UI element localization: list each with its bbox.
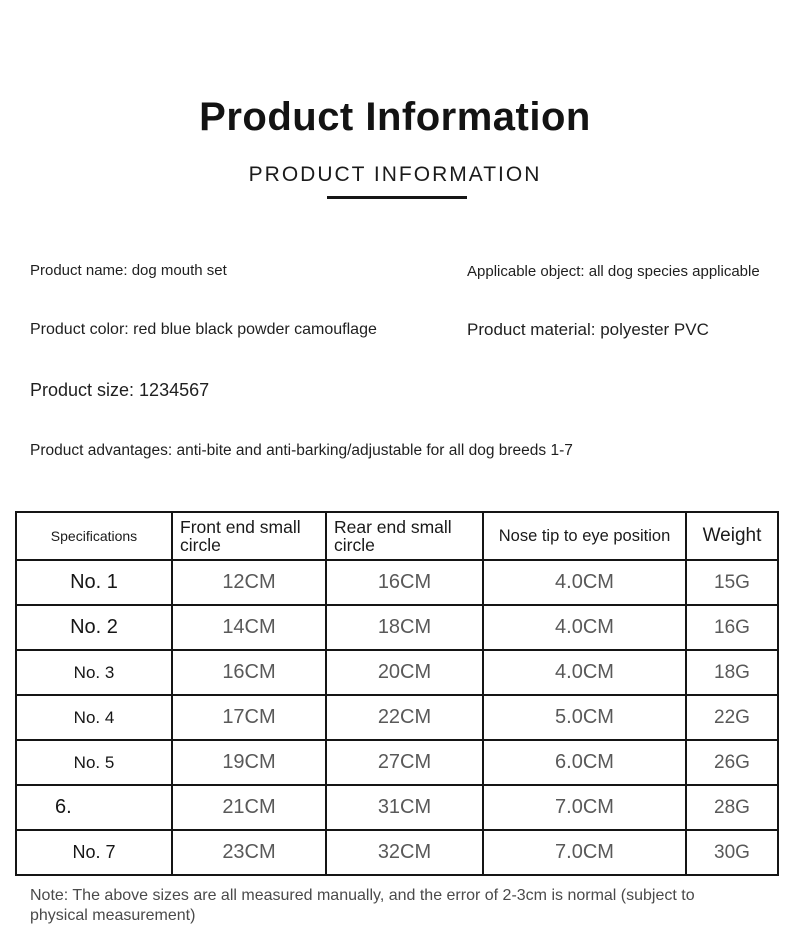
- nose-eye-value: 5.0CM: [483, 695, 686, 740]
- front-circle-value: 21CM: [172, 785, 326, 830]
- weight-value: 22G: [686, 695, 778, 740]
- table-row: [16, 740, 778, 785]
- rear-circle-value: 27CM: [326, 740, 483, 785]
- product-size-text: Product size: 1234567: [30, 380, 210, 400]
- table-row: [16, 785, 778, 830]
- nose-eye-value: 4.0CM: [483, 650, 686, 695]
- weight-value: 16G: [686, 605, 778, 650]
- product-material-text: Product material: polyester PVC: [467, 320, 709, 339]
- weight-value: 15G: [686, 560, 778, 605]
- header-rear-end-small-circle: Rear end small circle: [326, 512, 483, 560]
- table-row: [16, 830, 778, 875]
- specifications-table: [15, 511, 779, 876]
- front-circle-value: 19CM: [172, 740, 326, 785]
- spec-label: No. 2: [16, 605, 172, 650]
- front-circle-value: 12CM: [172, 560, 326, 605]
- measurement-note: Note: The above sizes are all measured manually, and the error of 2-3cm is normal (subject to physical measurement): [30, 887, 695, 924]
- spec-label: No. 7: [16, 830, 172, 875]
- weight-value: 18G: [686, 650, 778, 695]
- header-weight: Weight: [686, 512, 778, 560]
- product-name-text: Product name: dog mouth set: [30, 262, 227, 279]
- nose-eye-value: 6.0CM: [483, 740, 686, 785]
- weight-value: 28G: [686, 785, 778, 830]
- header-front-end-small-circle: Front end small circle: [172, 512, 326, 560]
- weight-value: 26G: [686, 740, 778, 785]
- nose-eye-value: 7.0CM: [483, 830, 686, 875]
- header-specifications: Specifications: [16, 512, 172, 560]
- weight-value: 30G: [686, 830, 778, 875]
- rear-circle-value: 18CM: [326, 605, 483, 650]
- front-circle-value: 17CM: [172, 695, 326, 740]
- nose-eye-value: 7.0CM: [483, 785, 686, 830]
- rear-circle-value: 20CM: [326, 650, 483, 695]
- nose-eye-value: 4.0CM: [483, 560, 686, 605]
- spec-label: No. 1: [16, 560, 172, 605]
- front-circle-value: 23CM: [172, 830, 326, 875]
- rear-circle-value: 16CM: [326, 560, 483, 605]
- table-row: [16, 560, 778, 605]
- table-header-row: [16, 512, 778, 560]
- spec-label: 6.: [16, 785, 172, 830]
- header-nose-tip-to-eye-position: Nose tip to eye position: [483, 512, 686, 560]
- table-row: [16, 650, 778, 695]
- page-title: Product Information: [199, 95, 591, 139]
- product-advantages-text: Product advantages: anti-bite and anti-barking/adjustable for all dog breeds 1-7: [30, 442, 573, 459]
- page-subtitle: PRODUCT INFORMATION: [248, 163, 542, 186]
- subtitle-underline: [327, 196, 467, 199]
- table-row: [16, 605, 778, 650]
- applicable-object-text: Applicable object: all dog species applicable: [467, 263, 760, 280]
- spec-label: No. 5: [16, 740, 172, 785]
- spec-label: No. 3: [16, 650, 172, 695]
- front-circle-value: 14CM: [172, 605, 326, 650]
- rear-circle-value: 32CM: [326, 830, 483, 875]
- table-row: [16, 695, 778, 740]
- rear-circle-value: 31CM: [326, 785, 483, 830]
- spec-label: No. 4: [16, 695, 172, 740]
- nose-eye-value: 4.0CM: [483, 605, 686, 650]
- product-color-text: Product color: red blue black powder camouflage: [30, 321, 377, 338]
- front-circle-value: 16CM: [172, 650, 326, 695]
- rear-circle-value: 22CM: [326, 695, 483, 740]
